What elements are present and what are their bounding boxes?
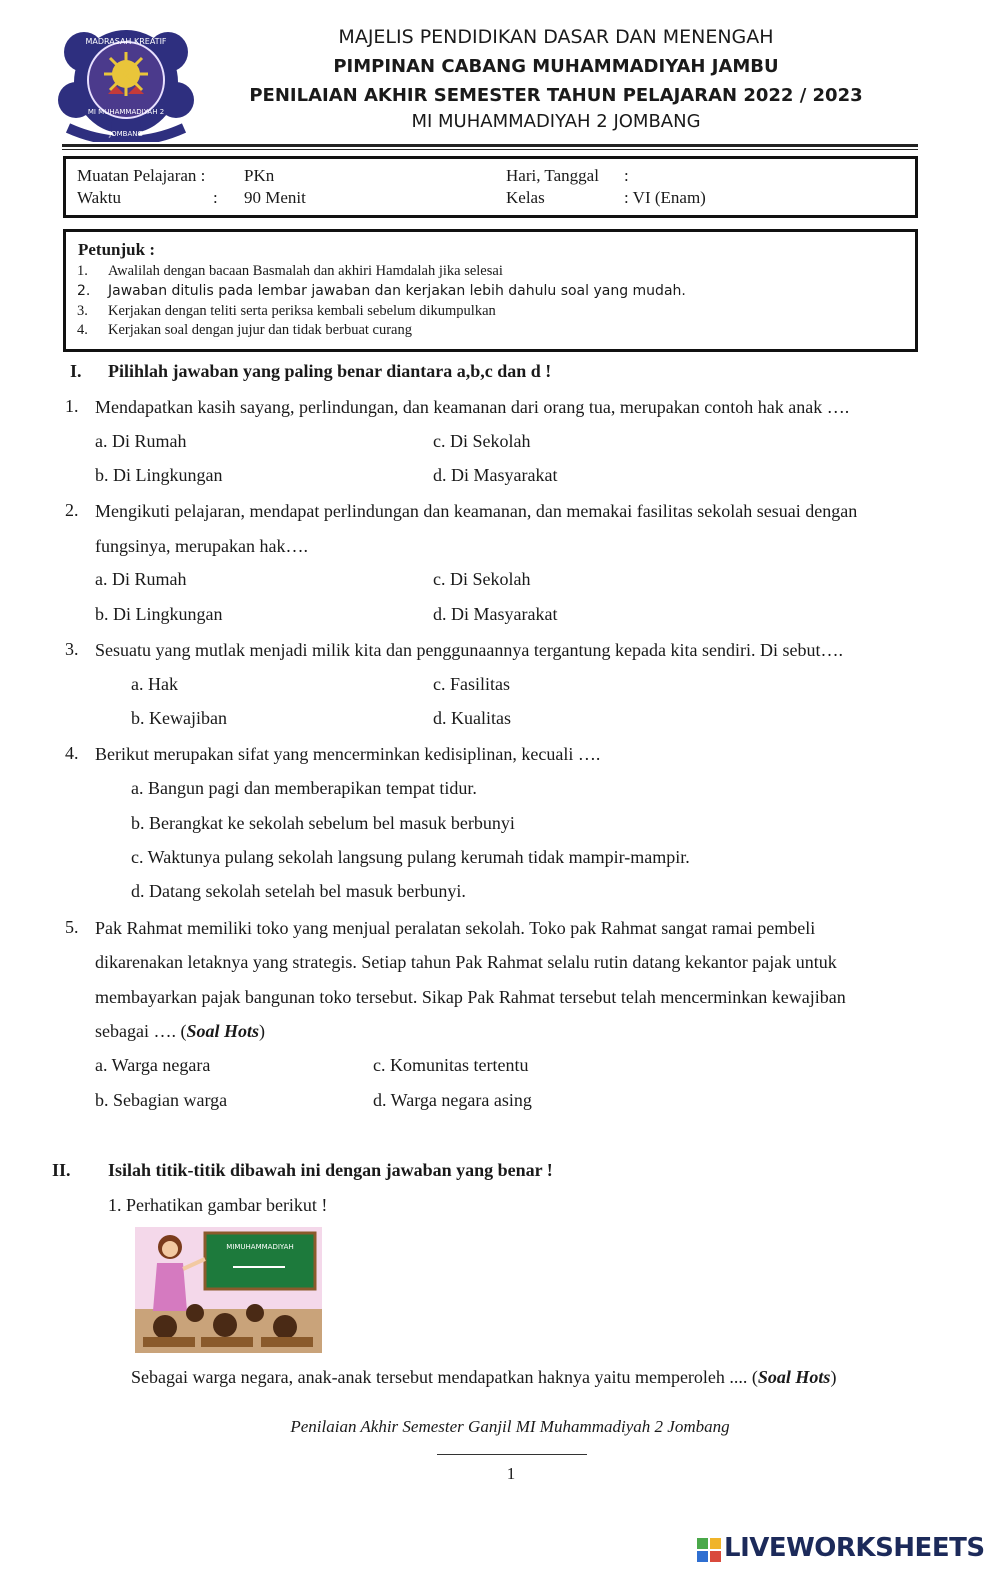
q3-text: Sesuatu yang mutlak menjadi milik kita dan penggunaannya tergantung kepada kita sendiri. Di sebut…. <box>95 640 843 660</box>
header-line-3: PENILAIAN AKHIR SEMESTER TAHUN PELAJARAN 2022 / 2023 <box>249 85 863 106</box>
header-rule-thin <box>62 149 918 150</box>
q1-option-d[interactable]: d. Di Masyarakat <box>433 465 558 485</box>
q1-number: 1. <box>65 396 79 416</box>
section-2-q1-text-pre: Sebagai warga negara, anak-anak tersebut mendapatkan haknya yaitu memperoleh .... ( <box>131 1367 758 1387</box>
q4-option-d[interactable]: d. Datang sekolah setelah bel masuk berbunyi. <box>131 881 466 901</box>
q4-number: 4. <box>65 743 79 763</box>
instructions-box <box>63 229 918 352</box>
q3-option-b[interactable]: b. Kewajiban <box>131 708 227 728</box>
q5-option-d[interactable]: d. Warga negara asing <box>373 1090 532 1110</box>
header-rule-thick <box>62 144 918 147</box>
q2-option-a[interactable]: a. Di Rumah <box>95 569 187 589</box>
q5-line-4-pre: sebagai …. ( <box>95 1021 187 1041</box>
q1-option-c[interactable]: c. Di Sekolah <box>433 431 531 451</box>
class-label: Kelas <box>506 188 545 207</box>
q4-text: Berikut merupakan sifat yang mencerminkan kedisiplinan, kecuali …. <box>95 744 601 764</box>
q5-line-4-post: ) <box>259 1021 265 1041</box>
logo-text-bottom: JOMBANG <box>109 130 143 138</box>
q2-number: 2. <box>65 500 79 520</box>
q5-option-b[interactable]: b. Sebagian warga <box>95 1090 228 1110</box>
instruction-3-number: 3. <box>77 303 88 319</box>
header-line-1: MAJELIS PENDIDIKAN DASAR DAN MENENGAH <box>338 26 774 48</box>
time-value: 90 Menit <box>244 188 306 207</box>
section-2-title: Isilah titik-titik dibawah ini dengan jawaban yang benar ! <box>108 1160 553 1180</box>
q4-option-c[interactable]: c. Waktunya pulang sekolah langsung pulang kerumah tidak mampir-mampir. <box>131 847 690 867</box>
instruction-3-text: Kerjakan dengan teliti serta periksa kembali sebelum dikumpulkan <box>108 303 496 319</box>
section-1-numeral: I. <box>70 361 82 381</box>
q1-option-b[interactable]: b. Di Lingkungan <box>95 465 223 485</box>
logo-text-mid: MI MUHAMMADIYAH 2 <box>87 108 165 116</box>
header-line-2: PIMPINAN CABANG MUHAMMADIYAH JAMBU <box>333 56 779 77</box>
board-text: MIMUHAMMADIYAH <box>226 1243 294 1251</box>
time-colon: : <box>213 188 218 207</box>
q2-option-b[interactable]: b. Di Lingkungan <box>95 604 223 624</box>
q5-hots-label: Soal Hots <box>186 1021 259 1041</box>
q5-text-line-1: Pak Rahmat memiliki toko yang menjual peralatan sekolah. Toko pak Rahmat sangat ramai pembeli <box>95 918 816 938</box>
footer-caption: Penilaian Akhir Semester Ganjil MI Muhammadiyah 2 Jombang <box>290 1417 730 1436</box>
subject-label: Muatan Pelajaran : <box>77 166 206 185</box>
q2-option-d[interactable]: d. Di Masyarakat <box>433 604 558 624</box>
time-label: Waktu <box>77 188 121 207</box>
instruction-2-number: 2. <box>77 283 91 299</box>
page-number: 1 <box>506 1464 516 1483</box>
section-2-q1-text <box>131 1366 836 1388</box>
q3-option-c[interactable]: c. Fasilitas <box>433 674 510 694</box>
instructions-title: Petunjuk : <box>78 240 155 259</box>
q5-text-line-3: membayarkan pajak bangunan toko tersebut. Sikap Pak Rahmat tersebut telah mencerminkan kewajiban <box>95 987 846 1007</box>
instruction-1-text: Awalilah dengan bacaan Basmalah dan akhiri Hamdalah jika selesai <box>108 263 503 279</box>
instruction-4-text: Kerjakan soal dengan jujur dan tidak berbuat curang <box>108 322 412 338</box>
liveworksheets-logo-icon <box>697 1538 721 1562</box>
liveworksheets-watermark: LIVEWORKSHEETS <box>724 1533 985 1563</box>
q3-option-a[interactable]: a. Hak <box>131 674 178 694</box>
date-label: Hari, Tanggal <box>506 166 599 185</box>
logo-text-top: MADRASAH KREATIF <box>85 37 167 46</box>
q4-option-b[interactable]: b. Berangkat ke sekolah sebelum bel masuk berbunyi <box>131 813 515 833</box>
section-1-title: Pilihlah jawaban yang paling benar diantara a,b,c dan d ! <box>108 361 552 381</box>
q5-number: 5. <box>65 917 79 937</box>
q4-option-a[interactable]: a. Bangun pagi dan memberapikan tempat tidur. <box>131 778 477 798</box>
info-box <box>63 156 918 218</box>
section-2-q1-text-post: ) <box>830 1367 837 1387</box>
section-2-numeral: II. <box>52 1160 71 1180</box>
header-line-4: MI MUHAMMADIYAH 2 JOMBANG <box>411 111 701 132</box>
q5-option-a[interactable]: a. Warga negara <box>95 1055 211 1075</box>
classroom-illustration <box>135 1227 322 1353</box>
date-colon: : <box>624 166 629 185</box>
q5-text-line-2: dikarenakan letaknya yang strategis. Setiap tahun Pak Rahmat selalu rutin datang kekantor pajak untuk <box>95 952 837 972</box>
subject-value: PKn <box>244 166 275 185</box>
section-2-q1-intro: 1. Perhatikan gambar berikut ! <box>108 1195 328 1215</box>
q3-number: 3. <box>65 639 79 659</box>
section-2-hots-label: Soal Hots <box>757 1367 831 1387</box>
q1-option-a[interactable]: a. Di Rumah <box>95 431 187 451</box>
class-value: : VI (Enam) <box>624 188 706 207</box>
q5-option-c[interactable]: c. Komunitas tertentu <box>373 1055 529 1075</box>
q1-text: Mendapatkan kasih sayang, perlindungan, dan keamanan dari orang tua, merupakan contoh hak anak …. <box>95 397 850 417</box>
q2-option-c[interactable]: c. Di Sekolah <box>433 569 531 589</box>
instruction-4-number: 4. <box>77 322 88 338</box>
q2-text-line-1: Mengikuti pelajaran, mendapat perlindungan dan keamanan, dan memakai fasilitas sekolah sesuai dengan <box>95 501 858 521</box>
q3-option-d[interactable]: d. Kualitas <box>433 708 511 728</box>
instruction-2-text: Jawaban ditulis pada lembar jawaban dan kerjakan lebih dahulu soal yang mudah. <box>108 283 686 299</box>
footer-rule <box>437 1454 587 1455</box>
instruction-1-number: 1. <box>77 263 88 279</box>
q2-text-line-2: fungsinya, merupakan hak…. <box>95 536 308 556</box>
q5-text-line-4 <box>95 1020 265 1042</box>
